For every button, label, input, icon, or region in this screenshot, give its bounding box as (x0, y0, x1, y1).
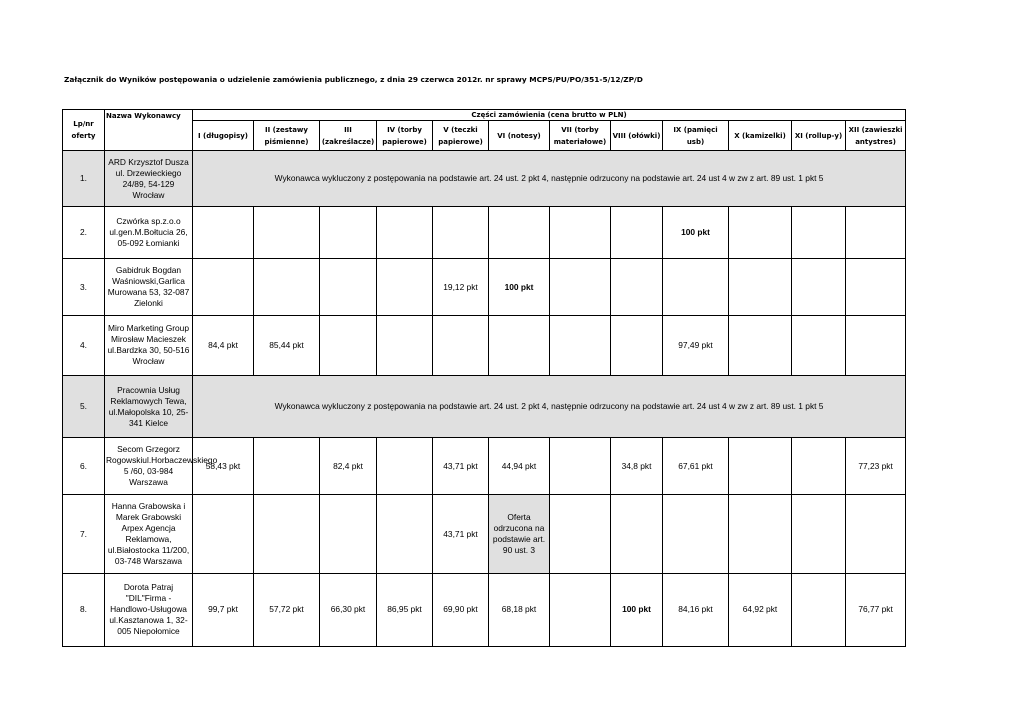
score-cell-part-12 (846, 495, 906, 573)
score-cell-part-8: 34,8 pkt (611, 438, 663, 495)
score-cell-part-3: 66,30 pkt (320, 573, 377, 646)
header-part-12: XII (zawieszki antystres) (846, 121, 906, 151)
header-part-6: VI (notesy) (489, 121, 550, 151)
header-part-4: IV (torby papierowe) (377, 121, 433, 151)
score-cell-part-11 (792, 438, 846, 495)
row-number: 6. (63, 438, 105, 495)
score-cell-part-7 (550, 438, 611, 495)
row-number: 2. (63, 207, 105, 259)
score-cell-part-4 (377, 495, 433, 573)
header-lp: Lp/nr oferty (63, 110, 105, 151)
header-part-1: I (długopisy) (193, 121, 254, 151)
score-cell-part-4 (377, 438, 433, 495)
document-caption: Załącznik do Wyników postępowania o udzielenie zamówienia publicznego, z dnia 29 czerwca 2012r. nr sprawy MCPS/PU/PO/351-5/12/ZP/D (64, 75, 643, 84)
score-cell-part-7 (550, 207, 611, 259)
score-cell-part-11 (792, 207, 846, 259)
row-number: 4. (63, 315, 105, 375)
score-cell-part-2 (254, 207, 320, 259)
score-cell-part-3: 82,4 pkt (320, 438, 377, 495)
score-cell-part-5: 69,90 pkt (433, 573, 489, 646)
score-cell-part-9: 67,61 pkt (663, 438, 729, 495)
score-cell-part-10 (729, 438, 792, 495)
score-cell-part-1: 99,7 pkt (193, 573, 254, 646)
score-cell-part-8 (611, 315, 663, 375)
score-cell-part-4: 86,95 pkt (377, 573, 433, 646)
score-cell-part-11 (792, 315, 846, 375)
score-cell-part-7 (550, 495, 611, 573)
header-part-7: VII (torby materiałowe) (550, 121, 611, 151)
header-part-10: X (kamizelki) (729, 121, 792, 151)
score-cell-part-8: 100 pkt (611, 573, 663, 646)
contractor-name: Miro Marketing Group Mirosław Macieszek ul.Bardzka 30, 50-516 Wrocław (105, 315, 193, 375)
score-cell-part-12 (846, 259, 906, 315)
score-cell-part-9: 84,16 pkt (663, 573, 729, 646)
table-row (63, 573, 906, 646)
score-cell-part-1: 84,4 pkt (193, 315, 254, 375)
row-number: 1. (63, 151, 105, 207)
score-cell-part-12 (846, 207, 906, 259)
header-part-11: XI (rollup-y) (792, 121, 846, 151)
score-cell-part-10 (729, 207, 792, 259)
score-cell-part-7 (550, 259, 611, 315)
score-cell-part-5: 43,71 pkt (433, 495, 489, 573)
score-cell-part-3 (320, 315, 377, 375)
score-cell-part-1 (193, 207, 254, 259)
score-cell-part-5: 43,71 pkt (433, 438, 489, 495)
row-number: 3. (63, 259, 105, 315)
header-parts-group: Części zamówienia (cena brutto w PLN) (193, 110, 906, 121)
table-row (63, 315, 906, 375)
table-row (63, 375, 906, 437)
score-cell-part-5 (433, 207, 489, 259)
table-row (63, 259, 906, 315)
score-cell-part-8 (611, 259, 663, 315)
score-cell-part-6: 100 pkt (489, 259, 550, 315)
score-cell-part-4 (377, 207, 433, 259)
header-part-8: VIII (ołówki) (611, 121, 663, 151)
score-cell-part-2 (254, 495, 320, 573)
score-cell-part-4 (377, 315, 433, 375)
score-cell-part-6: 68,18 pkt (489, 573, 550, 646)
score-cell-part-1: 58,43 pkt (193, 438, 254, 495)
contractor-name: Gabidruk Bogdan Waśniowski,Garlica Murowana 53, 32-087 Zielonki (105, 259, 193, 315)
score-cell-part-11 (792, 259, 846, 315)
row-number: 8. (63, 573, 105, 646)
score-cell-part-1 (193, 259, 254, 315)
score-cell-part-12 (846, 315, 906, 375)
header-part-5: V (teczki papierowe) (433, 121, 489, 151)
score-cell-part-3 (320, 495, 377, 573)
header-name: Nazwa Wykonawcy (105, 110, 193, 151)
row-number: 7. (63, 495, 105, 573)
score-cell-part-1 (193, 495, 254, 573)
score-cell-part-10: 64,92 pkt (729, 573, 792, 646)
excluded-note: Wykonawca wykluczony z postępowania na podstawie art. 24 ust. 2 pkt 4, następnie odrzucony na podstawie art. 24 ust 4 w zw z art. 89 ust. 1 pkt 5 (193, 151, 906, 207)
score-cell-part-6: 44,94 pkt (489, 438, 550, 495)
score-cell-part-9: 97,49 pkt (663, 315, 729, 375)
score-cell-part-11 (792, 495, 846, 573)
contractor-name: Pracownia Usług Reklamowych Tewa, ul.Małopolska 10, 25-341 Kielce (105, 375, 193, 437)
score-cell-part-2 (254, 259, 320, 315)
score-cell-part-2: 57,72 pkt (254, 573, 320, 646)
score-cell-part-6 (489, 207, 550, 259)
score-cell-part-5: 19,12 pkt (433, 259, 489, 315)
table-row (63, 207, 906, 259)
score-cell-part-10 (729, 495, 792, 573)
header-part-9: IX (pamięci usb) (663, 121, 729, 151)
contractor-name: Hanna Grabowska i Marek Grabowski Arpex Agencja Reklamowa, ul.Białostocka 11/200, 03-748 Warszawa (105, 495, 193, 573)
score-cell-part-12: 77,23 pkt (846, 438, 906, 495)
score-cell-part-6: Oferta odrzucona na podstawie art. 90 ust. 3 (489, 495, 550, 573)
table-row (63, 438, 906, 495)
score-cell-part-9: 100 pkt (663, 207, 729, 259)
score-cell-part-7 (550, 315, 611, 375)
score-cell-part-6 (489, 315, 550, 375)
score-cell-part-12: 76,77 pkt (846, 573, 906, 646)
score-cell-part-9 (663, 495, 729, 573)
score-cell-part-8 (611, 207, 663, 259)
table-row (63, 495, 906, 573)
table-row (63, 151, 906, 207)
score-cell-part-2 (254, 438, 320, 495)
score-cell-part-3 (320, 207, 377, 259)
contractor-name: Secom Grzegorz Rogowskiul.Horbaczewskiego 5 /60, 03-984 Warszawa (105, 438, 193, 495)
score-cell-part-3 (320, 259, 377, 315)
score-cell-part-7 (550, 573, 611, 646)
score-cell-part-8 (611, 495, 663, 573)
score-cell-part-9 (663, 259, 729, 315)
results-table (62, 109, 906, 647)
contractor-name: ARD Krzysztof Dusza ul. Drzewieckiego 24/89, 54-129 Wrocław (105, 151, 193, 207)
score-cell-part-2: 85,44 pkt (254, 315, 320, 375)
score-cell-part-10 (729, 259, 792, 315)
contractor-name: Czwórka sp.z.o.o ul.gen.M.Bołtucia 26, 05-092 Łomianki (105, 207, 193, 259)
header-part-2: II (zestawy piśmienne) (254, 121, 320, 151)
score-cell-part-10 (729, 315, 792, 375)
score-cell-part-4 (377, 259, 433, 315)
score-cell-part-5 (433, 315, 489, 375)
row-number: 5. (63, 375, 105, 437)
score-cell-part-11 (792, 573, 846, 646)
excluded-note: Wykonawca wykluczony z postępowania na podstawie art. 24 ust. 2 pkt 4, następnie odrzucony na podstawie art. 24 ust 4 w zw z art. 89 ust. 1 pkt 5 (193, 375, 906, 437)
header-part-3: III (zakreślacze) (320, 121, 377, 151)
contractor-name: Dorota Patraj "DIL"Firma - Handlowo-Usługowa ul.Kasztanowa 1, 32-005 Niepołomice (105, 573, 193, 646)
